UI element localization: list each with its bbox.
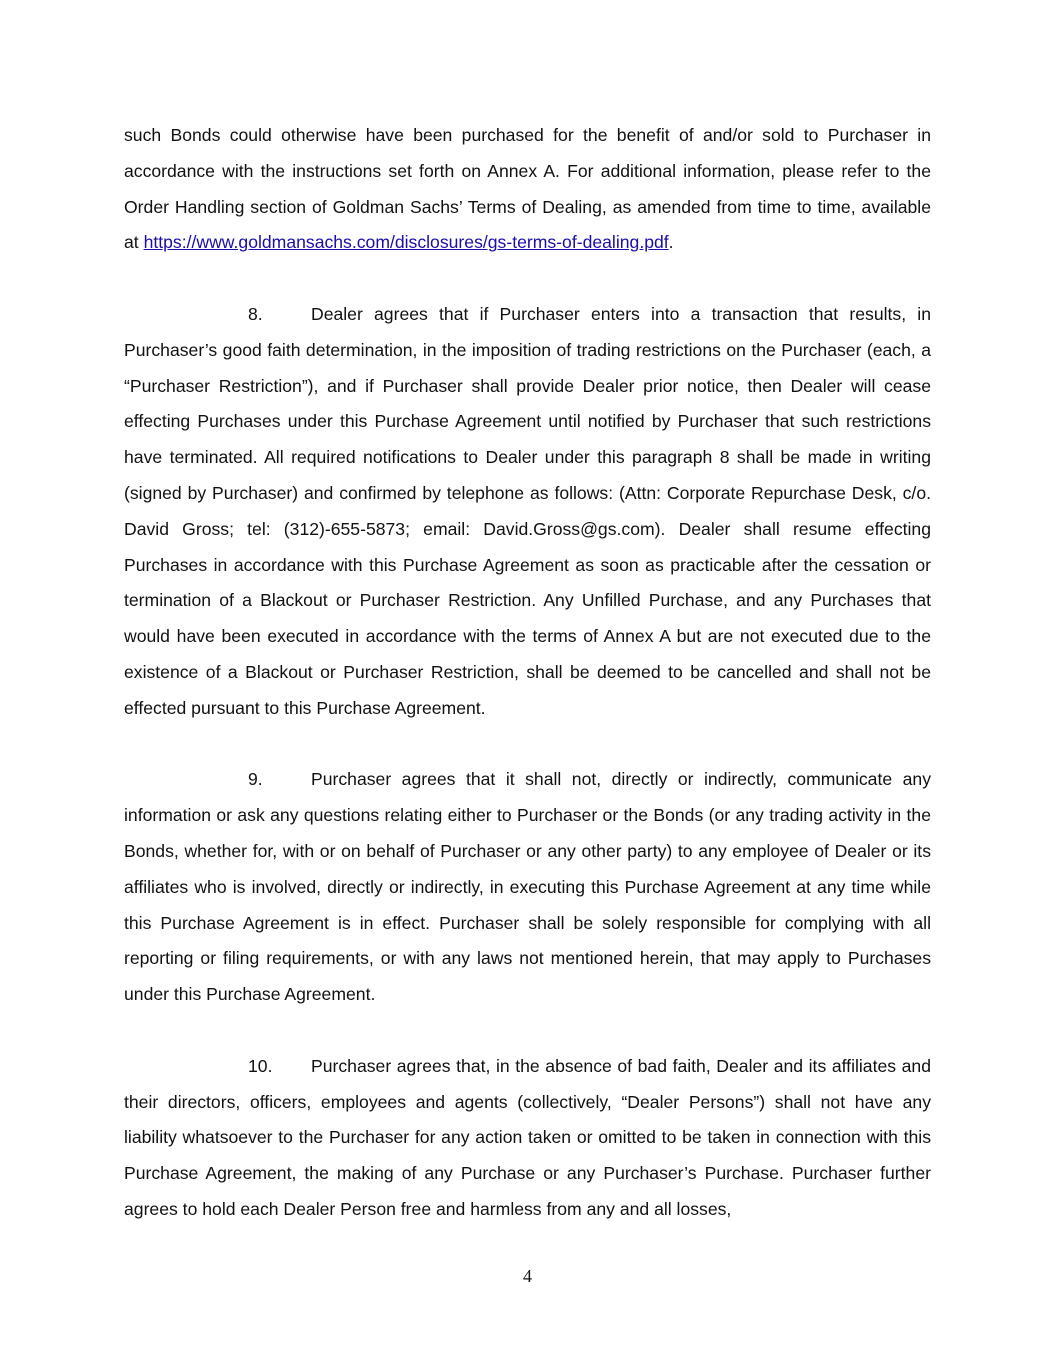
- page-number: 4: [523, 1266, 532, 1286]
- paragraph-8-text: Dealer agrees that if Purchaser enters into a transaction that results, in Purchaser’s good faith determination, in the imposition of trading restrictions on the Purchaser (each, a “Purchaser Restriction”), and if Purchaser shall provide Dealer prior notice, then Dealer will cease effecting Purchases under this Purchase Agreement until notified by Purchaser that such restrictions have terminated. All required notifications to Dealer under this paragraph 8 shall be made in writing (signed by Purchaser) and confirmed by telephone as follows: (Attn: Corporate Repurchase Desk, c/o. David Gross; tel: (312)-655-5873; email: David.Gross@gs.com). Dealer shall resume effecting Purchases in accordance with this Purchase Agreement as soon as practicable after the cessation or termination of a Blackout or Purchaser Restriction. Any Unfilled Purchase, and any Purchases that would have been executed in accordance with the terms of Annex A but are not executed due to the existence of a Blackout or Purchaser Restriction, shall be deemed to be cancelled and shall not be effected pursuant to this Purchase Agreement.: [124, 303, 931, 718]
- paragraph-7-continuation: [124, 118, 931, 261]
- paragraph-7-text: such Bonds could otherwise have been purchased for the benefit of and/or sold to Purchaser in accordance with the instructions set forth on Annex A. For additional information, please refer to the Order Handling section of Goldman Sachs’ Terms of Dealing, as amended from time to time, available at: [124, 125, 931, 253]
- paragraph-9-text: Purchaser agrees that it shall not, directly or indirectly, communicate any information or ask any questions relating either to Purchaser or the Bonds (or any trading activity in the Bonds, whether for, with or on behalf of Purchaser or any other party) to any employee of Dealer or its affiliates who is involved, directly or indirectly, in executing this Purchase Agreement at any time while this Purchase Agreement is in effect. Purchaser shall be solely responsible for complying with all reporting or filing requirements, or with any laws not mentioned herein, that may apply to Purchases under this Purchase Agreement.: [124, 769, 931, 1005]
- paragraph-7-end: .: [668, 232, 674, 253]
- paragraph-9-number: 9.: [248, 769, 263, 790]
- paragraph-10-text: Purchaser agrees that, in the absence of bad faith, Dealer and its affiliates and their directors, officers, employees and agents (collectively, “Dealer Persons”) shall not have any liability whatsoever to the Purchaser for any action taken or omitted to be taken in connection with this Purchase Agreement, the making of any Purchase or any Purchaser’s Purchase. Purchaser further agrees to hold each Dealer Person free and harmless from any and all losses,: [124, 1055, 931, 1219]
- paragraph-10-number: 10.: [248, 1055, 273, 1076]
- paragraph-10: [124, 1049, 931, 1228]
- paragraph-9: [124, 762, 931, 1013]
- paragraph-8: [124, 297, 931, 727]
- paragraph-8-indent: [124, 297, 311, 333]
- paragraph-10-indent: [124, 1049, 311, 1085]
- paragraph-8-number: 8.: [248, 303, 263, 324]
- terms-of-dealing-link[interactable]: https://www.goldmansachs.com/disclosures/gs-terms-of-dealing.pdf: [143, 232, 669, 253]
- paragraph-9-indent: [124, 762, 311, 798]
- document-body: [124, 118, 931, 1264]
